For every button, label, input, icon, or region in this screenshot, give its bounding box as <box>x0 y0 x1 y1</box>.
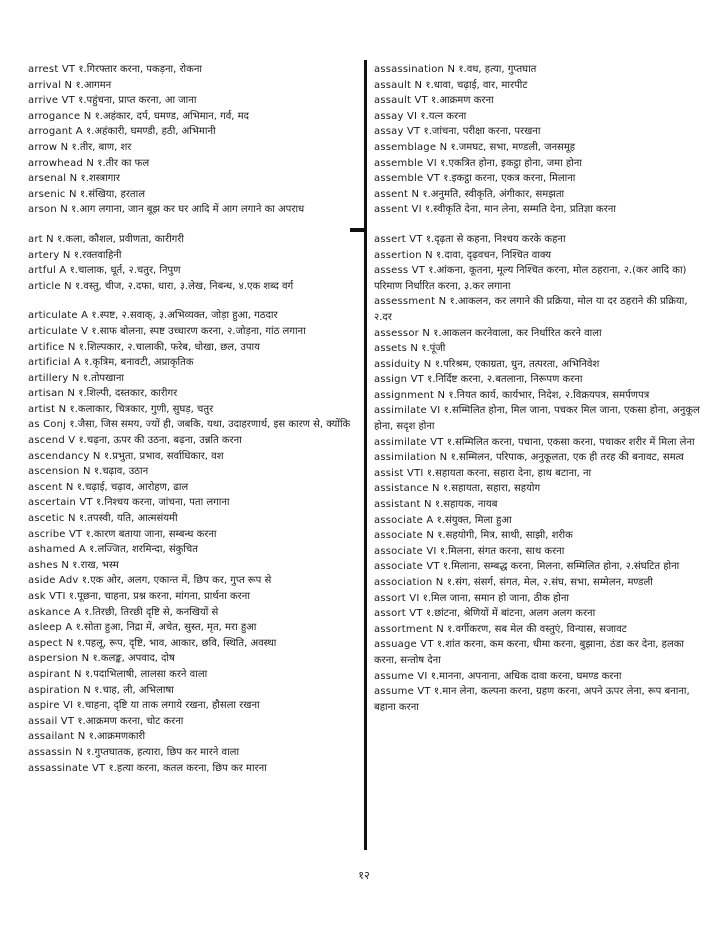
entry-headword: ascertain VT <box>28 497 93 509</box>
entry-headword: assent N <box>374 188 420 200</box>
entry-meaning: १.आकलन, कर लगाने की प्रक्रिया, मोल या दर ठहराने की प्रक्रिया, २.दर <box>374 296 688 323</box>
dictionary-entry <box>374 575 704 591</box>
entry-meaning: १.मानना, अपनाना, अधिक दावा करना, घमण्ड करना <box>430 670 622 682</box>
entry-meaning: १.तिरछी, तिरछी दृष्टि से, कनखियों से <box>84 606 219 618</box>
dictionary-entry <box>28 386 360 402</box>
entry-headword: arson N <box>28 204 68 216</box>
dictionary-entry <box>28 745 360 761</box>
dictionary-entry <box>28 698 360 714</box>
entry-meaning: १.आक्रमण करना, चोट करना <box>77 715 184 727</box>
dictionary-entry <box>28 324 360 340</box>
entry-meaning: १.सम्मिलन, परिपाक, अनुकूलता, एक ही तरह की बनावट, समत्व <box>450 452 684 464</box>
dictionary-entry <box>28 511 360 527</box>
entry-meaning: १.कारण बताया जाना, सम्बन्ध करना <box>85 528 217 540</box>
entry-headword: association N <box>374 577 444 588</box>
entry-headword: assassinate VT <box>28 762 106 774</box>
dictionary-entry <box>374 622 704 638</box>
entry-headword: ashes N <box>28 559 70 571</box>
entry-meaning: १.मिल जाना, समान हो जाना, ठीक होना <box>422 592 570 604</box>
entry-meaning: १.जांचना, परीक्षा करना, परखना <box>423 126 541 138</box>
entry-headword: assassination N <box>374 64 456 75</box>
dictionary-entry <box>374 202 704 218</box>
entry-headword: associate N <box>374 530 435 542</box>
dictionary-entry <box>374 606 704 622</box>
dictionary-entry <box>28 417 360 433</box>
dictionary-entry <box>28 263 360 279</box>
entry-meaning: १.पूछना, चाहना, प्रश्न करना, मांगना, प्रार्थना करना <box>68 591 250 602</box>
dictionary-entry <box>28 187 360 203</box>
dictionary-entry <box>28 651 360 667</box>
entry-headword: assuage VT <box>374 639 434 651</box>
entry-headword: arrogant A <box>28 126 83 138</box>
entry-meaning: १.एक ओर, अलग, एकान्त में, छिप कर, गुप्त रूप से <box>81 575 272 587</box>
dictionary-entry <box>28 93 360 109</box>
entry-meaning: १.चाहना, दृष्टि या ताक लगाये रखना, हौसला रखना <box>76 700 260 712</box>
entry-meaning: १.शांत करना, कम करना, धीमा करना, बुझाना, ठंडा कर देना, हलका करना, सन्तोष देना <box>374 639 685 666</box>
entry-meaning: १.निर्दिष्ट करना, २.बतलाना, निरूपण करना <box>427 374 583 386</box>
dictionary-entry <box>28 308 360 324</box>
entry-headword: articulate A <box>28 310 89 322</box>
dictionary-entry <box>28 279 360 295</box>
entry-meaning: १.कला, कौशल, प्रवीणता, कारीगरी <box>57 233 184 245</box>
entry-meaning: १.रक्तवाहिनी <box>73 249 122 261</box>
entry-headword: aspiration N <box>28 684 91 696</box>
entry-headword: ascendancy N <box>28 450 101 462</box>
dictionary-entry <box>28 542 360 558</box>
entry-headword: assessment N <box>374 296 447 308</box>
entry-headword: arrest VT <box>28 64 76 75</box>
dictionary-entry <box>374 528 704 544</box>
entry-meaning: १.सहायक, नायब <box>434 499 498 511</box>
entry-meaning: १.अहंकार, दर्प, घमण्ड, अभिमान, गर्व, मद <box>94 110 249 122</box>
entry-headword: assailant N <box>28 731 86 743</box>
dictionary-entry <box>374 326 704 342</box>
entry-meaning: १.चालाक, धूर्त, २.चतुर, निपुण <box>69 265 181 277</box>
entry-meaning: १.साफ बोलना, स्पष्ट उच्चारण करना, २.जोड़ना, गांठ लगाना <box>91 325 306 337</box>
dictionary-entry <box>28 402 360 418</box>
dictionary-entry <box>28 124 360 140</box>
right-column <box>374 62 704 715</box>
dictionary-entry <box>28 558 360 574</box>
entry-meaning: १.दृढ़ता से कहना, निश्चय करके कहना <box>425 233 566 245</box>
dictionary-entry <box>374 156 704 172</box>
dictionary-entry <box>374 171 704 187</box>
entry-headword: artifice N <box>28 341 76 353</box>
entry-meaning: १.इकट्ठा करना, एकत्र करना, मिलाना <box>443 173 576 185</box>
entry-headword: ascent N <box>28 481 74 493</box>
entry-headword: associate VI <box>374 545 437 557</box>
entry-meaning: १.संखिया, हरताल <box>79 188 146 200</box>
entry-meaning: १.पहलू, रूप, दृष्टि, भाव, आकार, छवि, स्थिति, अवस्था <box>76 637 277 649</box>
entry-headword: articulate V <box>28 325 89 337</box>
dictionary-entry <box>28 171 360 187</box>
entry-headword: ashamed A <box>28 544 86 556</box>
entry-meaning: १.शिल्पकार, २.चालाकी, फरेब, धोखा, छल, उपाय <box>78 341 260 353</box>
entry-meaning: १.हत्या करना, कतल करना, छिप कर मारना <box>108 762 267 774</box>
dictionary-entry <box>374 388 704 404</box>
dictionary-entry <box>28 78 360 94</box>
entry-headword: assault N <box>374 79 423 91</box>
dictionary-entry <box>374 435 704 451</box>
entry-meaning: १.धावा, चढ़ाई, वार, मारपीट <box>425 79 528 91</box>
dictionary-entry <box>28 433 360 449</box>
entry-meaning: १.तीर, बाण, शर <box>71 141 132 153</box>
entry-headword: arrogance N <box>28 110 92 122</box>
dictionary-entry <box>374 357 704 373</box>
dictionary-entry <box>374 62 704 78</box>
dictionary-entry <box>374 544 704 560</box>
entry-headword: assessor N <box>374 327 431 339</box>
dictionary-entry <box>28 140 360 156</box>
entry-headword: asleep A <box>28 622 73 634</box>
dictionary-entry <box>374 140 704 156</box>
dictionary-entry <box>28 371 360 387</box>
dictionary-entry <box>28 714 360 730</box>
entry-headword: assail VT <box>28 715 75 727</box>
entry-headword: assimilation N <box>374 452 448 464</box>
dictionary-entry <box>374 450 704 466</box>
dictionary-entry <box>28 761 360 777</box>
entry-meaning: १.छांटना, श्रेणियों में बांटना, अलग अलग करना <box>425 608 596 620</box>
entry-headword: assortment N <box>374 623 444 635</box>
entry-headword: assert VT <box>374 233 423 245</box>
dictionary-entry <box>28 573 360 589</box>
dictionary-entry <box>374 403 704 434</box>
entry-meaning: १.नियत कार्य, कार्यभार, निदेश, २.विक्रयपत्र, समर्पणपत्र <box>448 389 650 401</box>
dictionary-entry <box>28 527 360 543</box>
entry-headword: ask VTI <box>28 591 66 602</box>
column-divider <box>364 60 367 850</box>
entry-meaning: १.वस्तु, चीज, २.दफा, धारा, ३.लेख, निबन्ध, ४.एक शब्द वर्ग <box>75 280 294 292</box>
entry-meaning: १.संयुक्त, मिला हुआ <box>436 514 512 526</box>
dictionary-entry <box>28 683 360 699</box>
entry-headword: assay VT <box>374 126 421 138</box>
entry-meaning: १.शिल्पी, दस्तकार, कारीगर <box>78 388 178 400</box>
dictionary-entry <box>28 355 360 371</box>
entry-headword: art N <box>28 233 54 245</box>
dictionary-entry <box>374 591 704 607</box>
dictionary-entry <box>374 341 704 357</box>
entry-headword: arrow N <box>28 141 69 153</box>
dictionary-entry <box>374 93 704 109</box>
entry-headword: askance A <box>28 606 81 618</box>
entry-meaning: १.प्रभुता, प्रभाव, सर्वाधिकार, वश <box>103 450 224 462</box>
entry-meaning: १.अहंकारी, घमण्डी, हठी, अभिमानी <box>86 126 216 138</box>
entry-meaning: १.सहायता करना, सहारा देना, हाथ बटाना, ना <box>426 467 592 479</box>
entry-meaning: १.चढ़ना, ऊपर की उठना, बढ़ना, उन्नति करना <box>78 435 242 447</box>
entry-meaning: १.मिलाना, सम्बद्ध करना, मिलना, सम्मिलित होना, २.संघटित होना <box>442 561 680 573</box>
entry-headword: assemble VI <box>374 157 437 169</box>
entry-meaning: १.शस्त्रागार <box>80 173 120 185</box>
entry-meaning: १.मान लेना, कल्पना करना, ग्रहण करना, अपने ऊपर लेना, रूप बनाना, बहाना करना <box>374 686 690 713</box>
dictionary-entry <box>374 124 704 140</box>
dictionary-entry <box>28 248 360 264</box>
entry-meaning: १.सम्मिलित होना, मिल जाना, पचकर मिल जाना, एकसा होना, अनुकूल होना, सदृश होना <box>374 405 700 433</box>
entry-meaning: १.परिश्रम, एकाग्रता, धुन, तत्परता, अभिनिवेश <box>434 358 600 370</box>
dictionary-entry <box>374 187 704 203</box>
entry-meaning: १.सहायता, सहारा, सहयोग <box>442 483 541 495</box>
entry-headword: assassin N <box>28 746 83 758</box>
entry-meaning: १.चढ़ाव, उठान <box>93 466 149 478</box>
dictionary-entry <box>374 232 704 248</box>
entry-meaning: १.एकत्रित होना, इकट्ठा होना, जमा होना <box>440 157 582 169</box>
entry-meaning: १.पदाभिलाषी, लालसा करने वाला <box>84 668 208 680</box>
entry-headword: ascend V <box>28 435 76 447</box>
dictionary-entry <box>374 513 704 529</box>
entry-headword: assort VI <box>374 592 420 604</box>
entry-meaning: १.आकलन करनेवाला, कर निर्धारित करने वाला <box>433 327 602 339</box>
dictionary-entry <box>374 481 704 497</box>
entry-meaning: १.कलङ्क, अपवाद, दोष <box>92 653 175 665</box>
entry-meaning: १.राख, भस्म <box>72 559 119 571</box>
dictionary-entry <box>374 559 704 575</box>
entry-headword: arsenic N <box>28 188 77 200</box>
entry-headword: assent VI <box>374 204 422 216</box>
dictionary-entry <box>28 156 360 172</box>
dictionary-entry <box>28 232 360 248</box>
left-column <box>28 62 360 776</box>
dictionary-entry <box>374 109 704 125</box>
entry-meaning: १.जैसा, जिस समय, ज्यों ही, जबकि, यथा, उदाहरणार्थ, इस कारण से, क्योंकि <box>69 419 351 431</box>
entry-headword: assort VT <box>374 608 423 620</box>
dictionary-entry <box>28 449 360 465</box>
entry-headword: arrive VT <box>28 95 75 107</box>
entry-headword: aspire VI <box>28 700 74 712</box>
entry-headword: article N <box>28 280 72 292</box>
entry-meaning: १.तपस्वी, यति, आत्मसंयमी <box>78 513 178 525</box>
entry-headword: assay VI <box>374 110 418 122</box>
entry-headword: aspersion N <box>28 653 90 665</box>
dictionary-entry <box>374 497 704 513</box>
dictionary-entry <box>374 684 704 715</box>
entry-meaning: १.पूंजी <box>421 343 446 355</box>
entry-headword: artillery N <box>28 372 80 384</box>
entry-headword: aspirant N <box>28 668 82 680</box>
entry-headword: assign VT <box>374 374 424 386</box>
entry-headword: arrival N <box>28 79 73 91</box>
entry-headword: artery N <box>28 249 71 261</box>
entry-meaning: १.आक्रमण करना <box>431 95 494 107</box>
entry-headword: arsenal N <box>28 173 78 185</box>
entry-headword: assume VI <box>374 670 428 682</box>
entry-headword: assault VT <box>374 95 428 107</box>
dictionary-entry <box>28 62 360 78</box>
entry-meaning: १.आंकना, कूतना, मूल्य निश्चित करना, मोल ठहराना, २.(कर आदि का) परिमाण निर्धारित करना, ३.कर लगाना <box>374 265 687 292</box>
dictionary-entry <box>28 605 360 621</box>
entry-meaning: १.निश्चय करना, जांचना, पता लगाना <box>95 497 230 509</box>
entry-meaning: १.तोपखाना <box>82 372 124 384</box>
dictionary-entry <box>374 248 704 264</box>
entry-meaning: १.कलाकार, चित्रकार, गुणी, सुघड़, चतुर <box>69 403 214 415</box>
dictionary-entry <box>28 729 360 745</box>
dictionary-entry <box>28 464 360 480</box>
dictionary-entry <box>28 495 360 511</box>
dictionary-entry <box>374 669 704 685</box>
entry-meaning: १.कृत्रिम, बनावटी, अप्राकृतिक <box>84 357 194 369</box>
entry-headword: assemble VT <box>374 173 441 185</box>
entry-meaning: १.दावा, दृढ़वचन, निश्चित वाक्य <box>436 249 552 261</box>
entry-meaning: १.चाह, ली, अभिलाषा <box>94 684 174 696</box>
entry-headword: assist VTI <box>374 467 424 479</box>
entry-meaning: १.मिलना, संगत करना, साथ करना <box>439 545 565 557</box>
entry-meaning: १.वर्गीकरण, सब मेल की वस्तुएं, विन्यास, सजावट <box>447 623 627 635</box>
dictionary-entry <box>28 667 360 683</box>
dictionary-entry <box>374 78 704 94</box>
entry-headword: artificial A <box>28 357 81 369</box>
entry-meaning: १.पहुंचना, प्राप्त करना, आ जाना <box>78 95 197 107</box>
entry-headword: assertion N <box>374 249 433 261</box>
dictionary-entry <box>28 109 360 125</box>
entry-headword: assistant N <box>374 499 432 511</box>
entry-meaning: १.गिरफ्तार करना, पकड़ना, रोकना <box>78 64 202 75</box>
entry-meaning: १.स्वीकृति देना, मान लेना, सम्मति देना, प्रतिज्ञा करना <box>424 204 616 216</box>
entry-headword: arrowhead N <box>28 157 95 169</box>
entry-meaning: १.तीर का फल <box>97 157 150 169</box>
entry-meaning: १.सहयोगी, मित्र, साथी, साझी, शरीक <box>437 530 573 542</box>
dictionary-entry <box>28 589 360 605</box>
entry-headword: assignment N <box>374 389 446 401</box>
entry-headword: assess VT <box>374 265 426 277</box>
entry-meaning: १.सम्मिलित करना, पचाना, एकसा करना, पचाकर शरीर में मिला लेना <box>446 436 695 448</box>
entry-meaning: १.अनुमति, स्वीकृति, अंगीकार, समझता <box>422 188 565 200</box>
entry-headword: assemblage N <box>374 141 448 153</box>
entry-headword: assimilate VI <box>374 405 441 417</box>
entry-headword: artisan N <box>28 388 76 400</box>
entry-headword: assume VT <box>374 686 431 698</box>
entry-headword: ascribe VT <box>28 528 83 540</box>
entry-meaning: १.संग, संसर्ग, संगत, मेल, २.संघ, सभा, सम्मेलन, मण्डली <box>446 577 653 588</box>
entry-meaning: १.यत्न करना <box>420 110 467 122</box>
entry-headword: artful A <box>28 265 67 277</box>
dictionary-entry <box>28 620 360 636</box>
dictionary-entry <box>28 480 360 496</box>
entry-headword: assimilate VT <box>374 436 444 448</box>
entry-meaning: १.स्पष्ट, २.सवाक्, ३.अभिव्यक्त, जोड़ा हुआ, गठदार <box>91 310 278 322</box>
entry-meaning: १.गुप्तघातक, हत्यारा, छिप कर मारने वाला <box>86 746 240 758</box>
entry-meaning: १.आक्रमणकारी <box>88 731 146 743</box>
entry-headword: associate VT <box>374 561 440 573</box>
entry-meaning: १.आगमन <box>75 79 112 91</box>
dictionary-entry <box>374 372 704 388</box>
dictionary-entry <box>374 637 704 668</box>
dictionary-entry <box>374 466 704 482</box>
dictionary-entry <box>28 340 360 356</box>
entry-headword: ascetic N <box>28 513 76 525</box>
entry-meaning: १.जमघट, सभा, मण्डली, जनसमूह <box>450 141 576 153</box>
dictionary-entry <box>374 263 704 294</box>
entry-headword: associate A <box>374 514 434 526</box>
entry-headword: aspect N <box>28 637 74 649</box>
entry-headword: assiduity N <box>374 358 432 370</box>
dictionary-entry <box>374 294 704 325</box>
entry-headword: artist N <box>28 403 67 415</box>
entry-meaning: १.आग लगाना, जान बूझ कर घर आदि में आग लगाने का अपराध <box>71 204 305 216</box>
entry-headword: ascension N <box>28 466 91 478</box>
entry-meaning: १.वध, हत्या, गुप्तघात <box>458 64 537 75</box>
entry-meaning: १.सोता हुआ, निद्रा में, अचेत, सुस्त, मृत, मरा हुआ <box>75 622 257 634</box>
entry-headword: aside Adv <box>28 575 79 587</box>
entry-meaning: १.लज्जित, शरमिन्दा, संकुचित <box>89 544 198 556</box>
entry-headword: assets N <box>374 343 419 355</box>
dictionary-entry <box>28 202 360 218</box>
entry-meaning: १.चढ़ाई, चढ़ाव, आरोहण, ढाल <box>76 481 189 493</box>
dictionary-entry <box>28 636 360 652</box>
entry-headword: assistance N <box>374 483 440 495</box>
page-number: १२ <box>358 869 370 882</box>
entry-headword: as Conj <box>28 419 67 431</box>
